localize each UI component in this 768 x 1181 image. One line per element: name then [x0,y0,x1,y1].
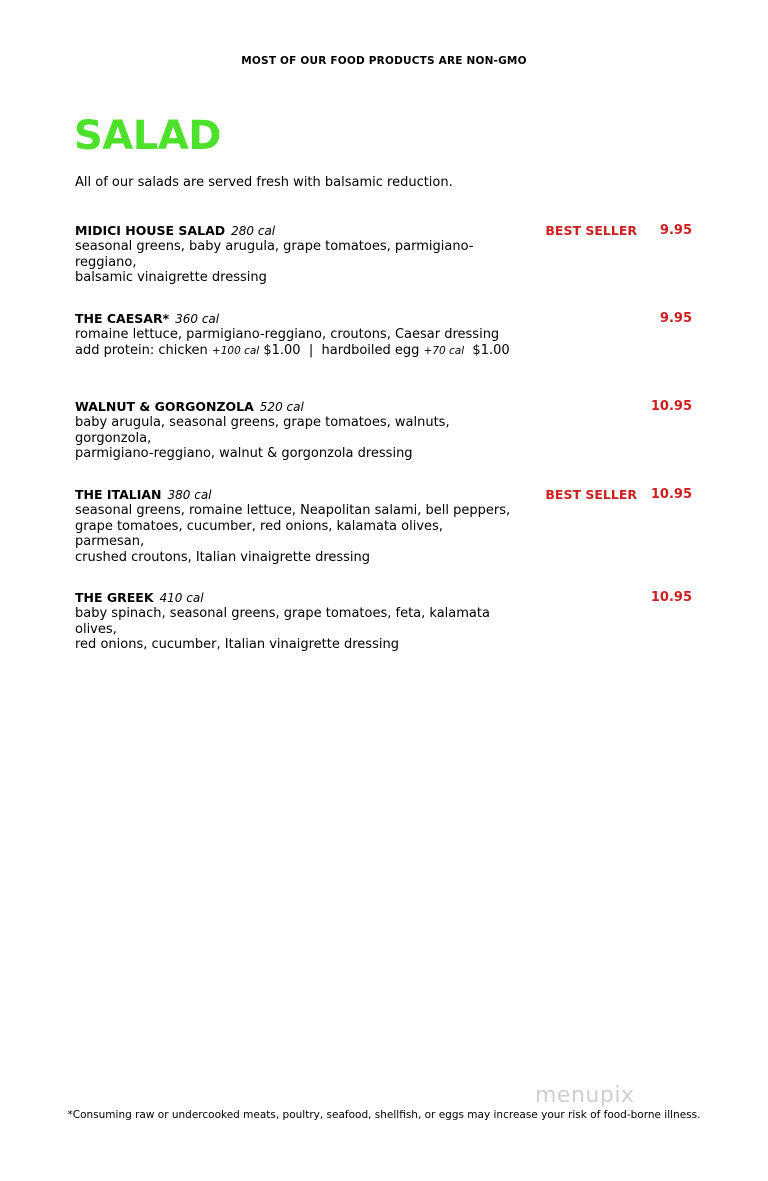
item-name: MIDICI HOUSE SALAD [75,223,226,238]
addon-separator: | [300,342,322,358]
item-description [75,327,515,359]
egg-price: $1.00 [464,342,510,358]
item-description [75,606,515,653]
menu-item-the-greek [75,590,692,653]
item-price: 9.95 [659,311,692,326]
food-safety-footnote: *Consuming raw or undercooked meats, poultry, seafood, shellfish, or eggs may increase your risk of food-borne illness. [67,1109,701,1121]
item-price: 9.95 [659,223,692,238]
description-line: crushed croutons, Italian vinaigrette dressing [75,549,371,565]
menu-item-walnut-gorgonzola [75,399,692,462]
item-calories: 410 cal [159,591,204,605]
item-calories: 360 cal [175,312,220,326]
section-title: SALAD [74,113,221,159]
item-name: WALNUT & GORGONZOLA [75,399,254,414]
item-price: 10.95 [650,487,692,502]
chicken-calories: +100 cal [211,344,260,357]
item-description [75,239,515,286]
chicken-price: $1.00 [259,342,301,358]
description-line: seasonal greens, romaine lettuce, Neapolitan salami, bell peppers, [75,503,511,518]
description-line: baby arugula, seasonal greens, grape tomatoes, walnuts, gorgonzola, [75,415,450,446]
item-name: THE GREEK [75,590,154,605]
description-line: red onions, cucumber, Italian vinaigrette dressing [75,637,399,652]
protein-addon-line: add protein: chicken +100 cal $1.00 | hardboiled egg +70 cal $1.00 [75,342,510,358]
description-line: seasonal greens, baby arugula, grape tomatoes, parmigiano-reggiano, [75,239,474,270]
description-line: romaine lettuce, parmigiano-reggiano, croutons, Caesar dressing [75,327,500,342]
best-seller-badge: BEST SELLER [545,223,637,238]
description-line: grape tomatoes, cucumber, red onions, kalamata olives, parmesan, [75,518,443,549]
item-description [75,503,515,565]
menu-item-the-italian [75,487,692,565]
description-line: baby spinach, seasonal greens, grape tomatoes, feta, kalamata olives, [75,606,490,637]
item-name: THE CAESAR* [75,311,170,326]
non-gmo-note: MOST OF OUR FOOD PRODUCTS ARE NON-GMO [241,55,527,67]
description-line: balsamic vinaigrette dressing [75,270,267,285]
item-calories: 520 cal [259,400,304,414]
item-calories: 380 cal [167,488,212,502]
item-name: THE ITALIAN [75,487,162,502]
item-description [75,415,515,462]
menu-item-midici-house-salad [75,223,692,286]
item-price: 10.95 [650,399,692,414]
best-seller-badge: BEST SELLER [545,487,637,502]
description-line: parmigiano-reggiano, walnut & gorgonzola dressing [75,446,413,461]
item-calories: 280 cal [231,224,276,238]
egg-calories: +70 cal [423,344,465,357]
menupix-watermark: menupix [535,1083,635,1108]
section-intro: All of our salads are served fresh with balsamic reduction. [75,175,453,190]
item-price: 10.95 [650,590,692,605]
menu-item-the-caesar [75,311,692,359]
